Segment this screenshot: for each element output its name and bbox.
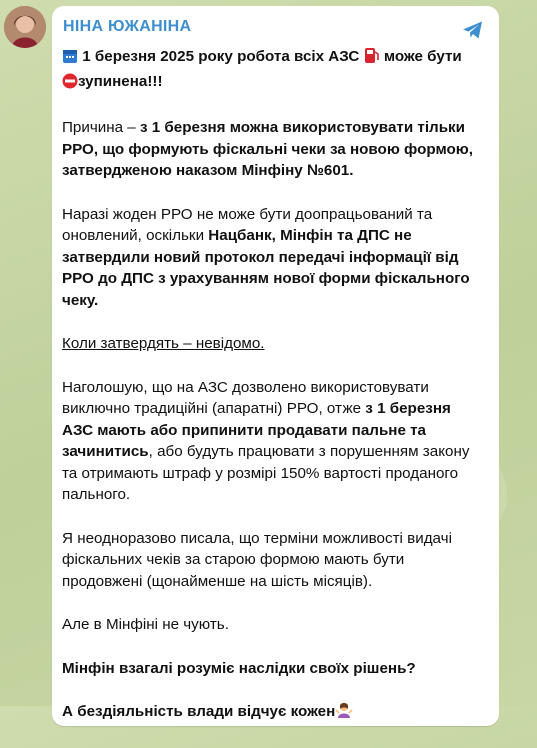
question-bold: Мінфін взагалі розуміє наслідки своїх рішень? [62, 659, 416, 677]
author-name[interactable]: НІНА ЮЖАНІНА [63, 18, 192, 35]
paragraph-extension: Я неодноразово писала, що терміни можливості видачі фіскальних чеків за старою формою мають бути продовжені (щонайменше на шість місяців). [62, 529, 452, 590]
final-bold: А бездіяльність влади відчує кожен [62, 703, 336, 720]
protocol-text: Наразі жоден РРО не може бути доопрацьований та оновлений, оскільки [62, 205, 433, 244]
headline-part-2: може бути [379, 48, 462, 65]
paragraph-final [62, 701, 482, 726]
fine-text-2: , або будуть працювати з порушенням закону та отримають штраф у розмірі 150% вартості проданого пального. [62, 443, 470, 503]
woman-shrugging-icon [335, 701, 353, 726]
paragraph-question [62, 658, 482, 680]
headline-part-3: зупинена!!! [78, 72, 163, 90]
unknown-underlined: Коли затвердять – невідомо. [62, 335, 265, 352]
no-entry-icon [62, 73, 78, 96]
message-bubble [52, 6, 499, 726]
calendar-icon [62, 48, 78, 71]
fine-bold: з 1 березня АЗС мають або припинити продавати пальне та зачинитись [62, 400, 451, 460]
fuel-pump-icon [364, 46, 380, 71]
fine-text-1: Наголошую, що на АЗС дозволено використовувати виключно традиційні (апаратні) РРО, отже [62, 378, 429, 417]
paragraph-unknown [62, 333, 482, 355]
paragraph-fine [62, 377, 482, 506]
paragraph-headline [62, 46, 482, 95]
paragraph-protocol [62, 204, 482, 312]
author-avatar[interactable] [4, 6, 46, 48]
telegram-share-icon[interactable] [461, 18, 485, 42]
reason-text: Причина – [62, 119, 140, 136]
protocol-bold: Нацбанк, Мінфін та ДПС не затвердили новий протокол передачі інформації від РРО до ДПС з урахуванням нової форми фіскального чеку. [62, 227, 470, 309]
paragraph-minfin: Але в Мінфіні не чують. [62, 616, 229, 633]
headline-part-1: 1 березня 2025 року робота всіх АЗС [78, 48, 364, 65]
paragraph-reason [62, 117, 482, 182]
message-text [62, 46, 482, 748]
reason-bold: з 1 березня можна використовувати тільки РРО, що формують фіскальні чеки за новою формою, затвердженою наказом Мінфіну №601. [62, 119, 473, 179]
